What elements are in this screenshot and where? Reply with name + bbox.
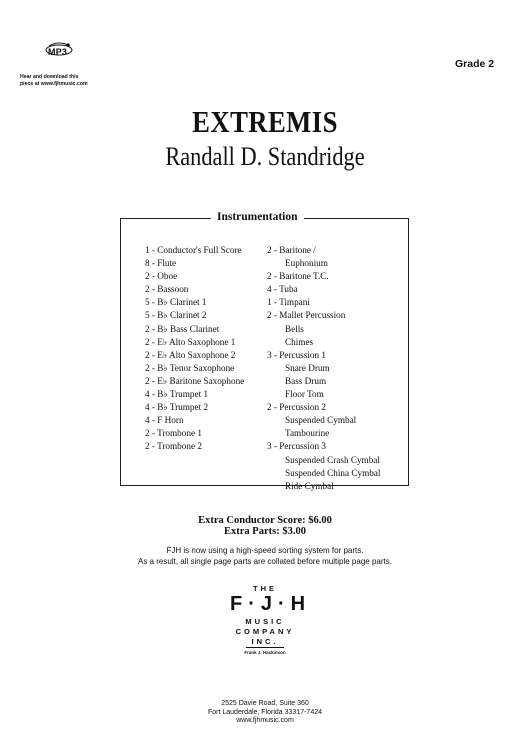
instrument-item: 3 - Percussion 3	[267, 441, 326, 452]
instrument-sub-item: Snare Drum	[285, 362, 330, 373]
instrument-item: 2 - Trombone 2	[145, 441, 202, 452]
instrument-item: 2 - E♭ Baritone Saxophone	[145, 375, 245, 386]
instrument-item: 4 - B♭ Trumpet 1	[145, 389, 209, 400]
mp3-download-note: Hear and download this piece at www.fjhmusic.com	[20, 74, 88, 87]
grade-label: Grade 2	[455, 58, 495, 70]
instrument-list-column-1	[145, 244, 244, 454]
instrument-sub-item: Suspended Crash Cymbal	[285, 454, 380, 465]
instrument-sub-item: Bass Drum	[285, 375, 327, 386]
logo-rule	[246, 647, 284, 648]
instrument-item: 2 - E♭ Alto Saxophone 2	[145, 349, 236, 360]
pricing-info	[0, 515, 530, 537]
composer-name: Randall D. Standridge	[165, 142, 365, 171]
instrument-item: 2 - Baritone /	[267, 245, 316, 255]
extra-parts-price: Extra Parts: $3.00	[224, 526, 306, 537]
instrument-sub-item: Chimes	[285, 336, 314, 347]
instrument-item: 4 - Tuba	[267, 284, 298, 295]
instrument-item: 8 - Flute	[145, 258, 177, 269]
instrument-item: 4 - F Horn	[145, 415, 184, 426]
instrument-item: 5 - B♭ Clarinet 1	[145, 297, 207, 308]
instrument-item: 2 - Bassoon	[145, 284, 189, 295]
instrument-sub-item: Suspended China Cymbal	[285, 467, 381, 478]
logo-signature: Frank J. Hackinson	[244, 650, 286, 655]
instrument-sub-item: Tambourine	[285, 428, 330, 439]
instrument-item: 2 - Oboe	[145, 271, 178, 282]
instrument-item: 2 - B♭ Bass Clarinet	[145, 323, 220, 334]
instrument-list-column-2	[267, 244, 380, 493]
instrument-item: 2 - Baritone T.C.	[267, 271, 329, 282]
instrument-item: 2 - Mallet Percussion	[267, 310, 346, 321]
mp3-badge	[18, 38, 98, 90]
mp3-label: MP3	[48, 47, 68, 57]
instrument-sub-item: Floor Tom	[285, 389, 324, 400]
instrument-item: 2 - Percussion 2	[267, 402, 326, 413]
instrument-item: 3 - Percussion 1	[267, 349, 326, 360]
instrument-item: 5 - B♭ Clarinet 2	[145, 310, 207, 321]
instrument-item: 4 - B♭ Trumpet 2	[145, 402, 209, 413]
instrument-item: 1 - Timpani	[267, 297, 310, 308]
extra-conductor-score-price: Extra Conductor Score: $6.00	[198, 515, 332, 526]
instrument-sub-item: Bells	[285, 323, 304, 334]
sorting-note: FJH is now using a high-speed sorting system for parts. As a result, all single page parts are collated before multiple page parts.	[138, 546, 392, 566]
instrument-item: 1 - Conductor's Full Score	[145, 245, 242, 255]
publisher-website: www.fjhmusic.com	[236, 717, 294, 725]
instrumentation-heading: Instrumentation	[211, 211, 304, 223]
publisher-logo: THE F·J·H MUSIC COMPANY INC. Frank J. Hackinson	[230, 584, 312, 655]
instrument-item: 2 - B♭ Tenor Saxophone	[145, 362, 235, 373]
instrument-sub-item: Suspended Cymbal	[285, 415, 357, 426]
instrument-item: 2 - Trombone 1	[145, 428, 202, 439]
piece-title: EXTREMIS	[192, 104, 338, 139]
instrument-sub-item: Ride Cymbal	[285, 480, 334, 491]
instrument-item: 2 - E♭ Alto Saxophone 1	[145, 336, 236, 347]
publisher-address: 2525 Davie Road, Suite 360 Fort Lauderdale, Florida 33317-7424 www.fjhmusic.com	[0, 700, 530, 726]
instrument-sub-item: Euphonium	[285, 258, 328, 269]
